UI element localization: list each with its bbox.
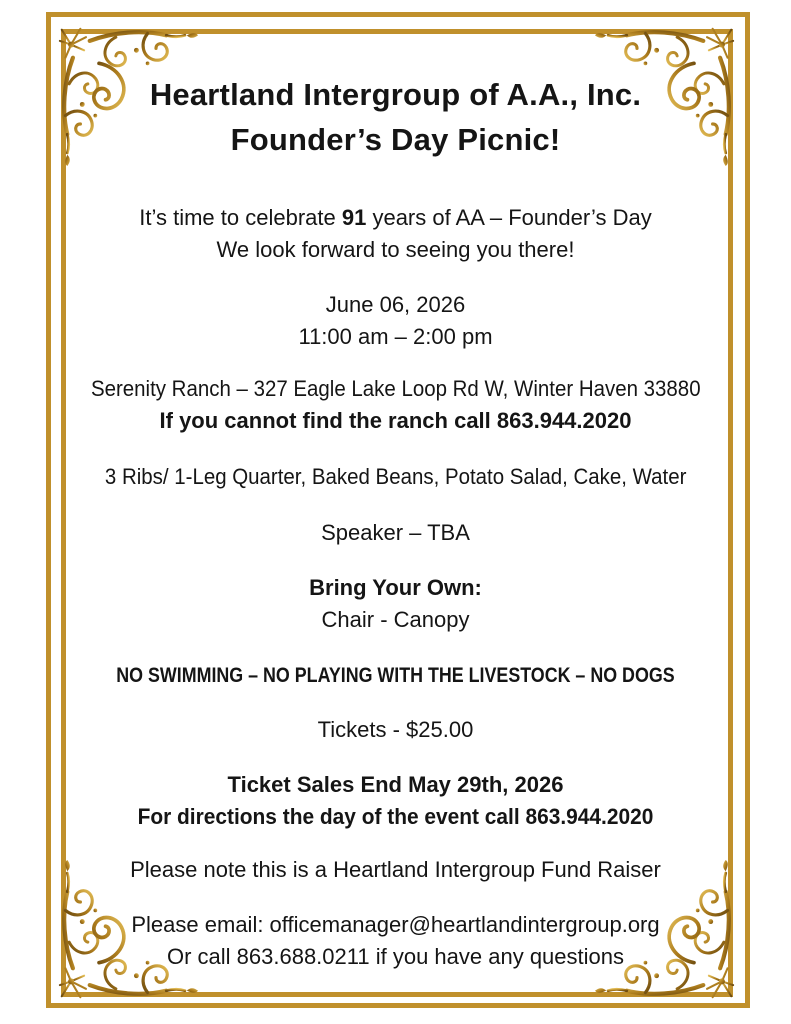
byo-heading: Bring Your Own: xyxy=(309,575,482,600)
venue-address: Serenity Ranch – 327 Eagle Lake Loop Rd W, Winter Haven 33880 xyxy=(90,376,701,401)
byo-block xyxy=(72,572,719,636)
speaker-line: Speaker – TBA xyxy=(321,520,470,545)
sales-block xyxy=(72,769,719,833)
byo-items: Chair - Canopy xyxy=(321,607,470,632)
intro-text-pre: It’s time to celebrate xyxy=(139,205,342,230)
event-date: June 06, 2026 xyxy=(325,292,466,317)
title-line-2: Founder’s Day Picnic! xyxy=(230,122,561,157)
datetime-block xyxy=(72,289,719,353)
contact-block xyxy=(72,909,719,973)
fundraiser-note: Please note this is a Heartland Intergroup Fund Raiser xyxy=(130,857,661,882)
directions-phone: For directions the day of the event call 863.944.2020 xyxy=(137,804,654,829)
contact-phone: Or call 863.688.0211 if you have any questions xyxy=(166,944,624,969)
intro-line-2: We look forward to seeing you there! xyxy=(216,237,575,262)
flyer-title xyxy=(72,72,719,162)
venue-block xyxy=(72,373,719,437)
menu-line: 3 Ribs/ 1-Leg Quarter, Baked Beans, Potato Salad, Cake, Water xyxy=(104,464,687,489)
years-count: 91 xyxy=(341,205,367,230)
intro-line-1 xyxy=(72,202,719,234)
title-line-1: Heartland Intergroup of A.A., Inc. xyxy=(149,77,642,112)
sales-deadline: Ticket Sales End May 29th, 2026 xyxy=(227,772,564,797)
ticket-price: Tickets - $25.00 xyxy=(317,717,474,742)
rules-line: NO SWIMMING – NO PLAYING WITH THE LIVESTOCK – NO DOGS xyxy=(116,664,675,687)
contact-email: Please email: officemanager@heartlandintergroup.org xyxy=(131,912,660,937)
intro-block xyxy=(72,202,719,266)
event-time: 11:00 am – 2:00 pm xyxy=(298,324,493,349)
intro-text-post: years of AA – Founder’s Day xyxy=(366,205,652,230)
ranch-phone-note: If you cannot find the ranch call 863.944.2020 xyxy=(159,408,632,433)
flyer-content xyxy=(72,34,719,973)
